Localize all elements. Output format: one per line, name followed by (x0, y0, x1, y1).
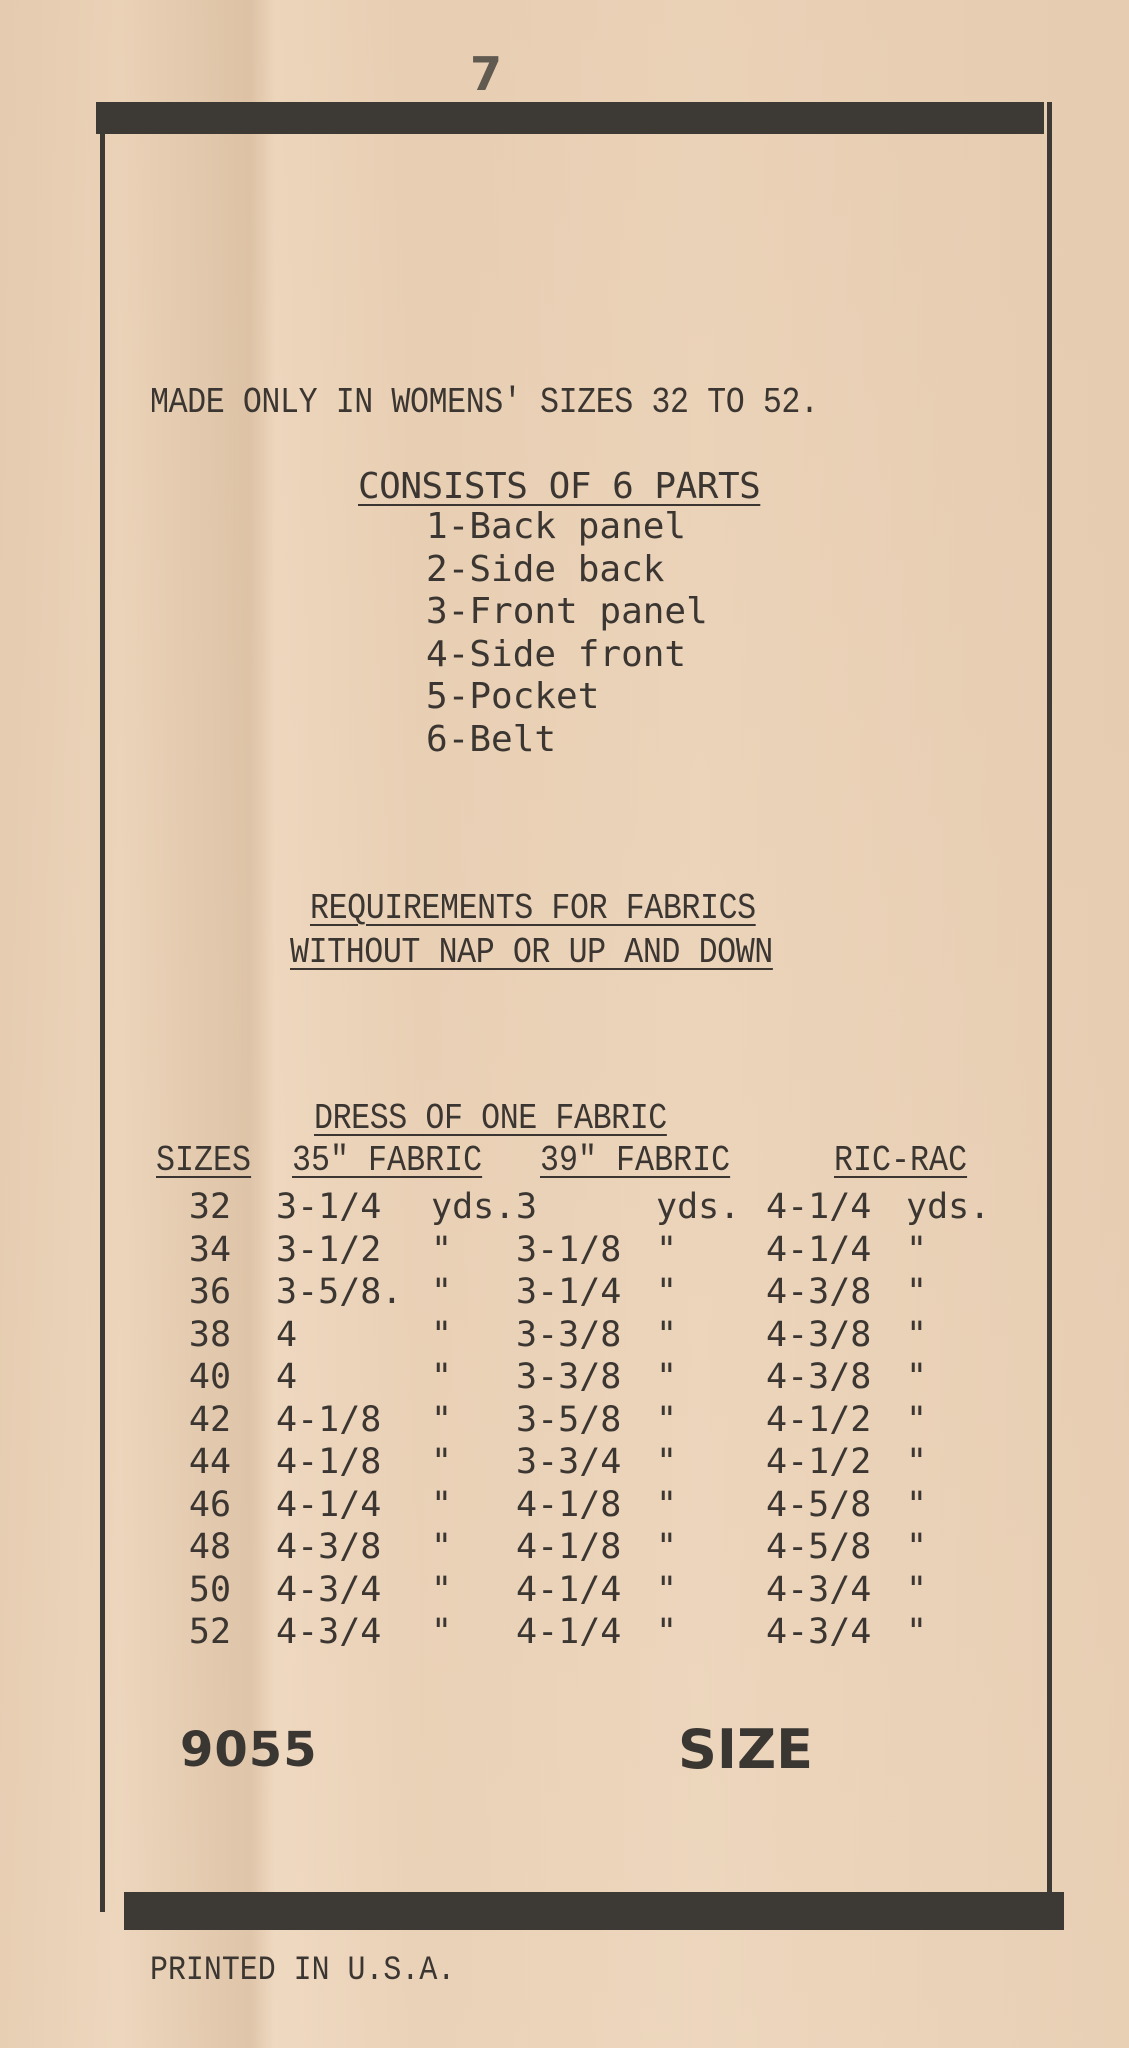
table-row (150, 1526, 990, 1569)
cell-q35: " (431, 1399, 453, 1440)
cell-q39: " (656, 1612, 678, 1652)
cell-f39: 3-3/8 (516, 1357, 622, 1397)
cell-rr: 4-1/4 (766, 1229, 872, 1270)
cell-f39: 4-1/4 (516, 1569, 622, 1610)
cell-size: 34 (188, 1229, 232, 1270)
cell-f35: 4-1/8 (276, 1399, 382, 1440)
cell-f35: 4-1/4 (276, 1484, 382, 1525)
cell-rr: 4-1/2 (766, 1399, 872, 1440)
table-row (150, 1484, 990, 1527)
table-row (150, 1569, 990, 1612)
part-item: 3-Front panel (426, 591, 708, 632)
cell-qrr: " (906, 1399, 928, 1440)
cell-q35: " (431, 1229, 453, 1270)
cell-q39: " (656, 1527, 678, 1567)
cell-q39: " (656, 1357, 678, 1397)
table-row (150, 1399, 990, 1442)
table-row (150, 1356, 990, 1399)
requirements-heading-line2: WITHOUT NAP OR UP AND DOWN (290, 932, 773, 973)
cell-qrr: " (906, 1272, 928, 1312)
parts-heading: CONSISTS OF 6 PARTS (358, 466, 761, 507)
cell-q35: " (431, 1569, 453, 1610)
cell-size: 40 (188, 1357, 232, 1397)
pattern-number: 9055 (180, 1722, 318, 1778)
header-ric-rac: RIC-RAC (834, 1140, 968, 1181)
cell-q35: " (431, 1442, 453, 1482)
cell-q39: " (656, 1484, 678, 1525)
cell-qrr: " (906, 1229, 928, 1270)
cell-q35: " (431, 1484, 453, 1525)
cell-qrr: " (906, 1527, 928, 1567)
corner-mark: 7 (470, 47, 503, 101)
cell-q39: yds. (656, 1187, 741, 1227)
cell-rr: 4-3/4 (766, 1612, 872, 1652)
cell-f35: 3-1/4 (276, 1187, 382, 1227)
cell-qrr: " (906, 1442, 928, 1482)
cell-qrr: " (906, 1314, 928, 1355)
frame-top-bar (96, 102, 1044, 134)
cell-f39: 3-3/8 (516, 1314, 622, 1355)
cell-rr: 4-3/8 (766, 1357, 872, 1397)
cell-q39: " (656, 1314, 678, 1355)
part-item: 2-Side back (426, 548, 665, 590)
cell-qrr: yds. (906, 1187, 991, 1227)
cell-q35: " (431, 1314, 453, 1355)
table-row (150, 1186, 990, 1229)
frame-bottom-bar (124, 1892, 1064, 1930)
requirements-heading-line1: REQUIREMENTS FOR FABRICS (310, 888, 756, 929)
cell-rr: 4-5/8 (766, 1527, 872, 1567)
cell-size: 50 (188, 1569, 232, 1610)
cell-f39: 3-3/4 (516, 1442, 622, 1482)
cell-rr: 4-3/8 (766, 1314, 872, 1355)
cell-size: 42 (188, 1399, 232, 1440)
cell-q39: " (656, 1229, 678, 1270)
size-label: SIZE (678, 1718, 814, 1781)
cell-f39: 4-1/8 (516, 1484, 622, 1525)
cell-size: 38 (188, 1314, 232, 1355)
cell-rr: 4-1/4 (766, 1187, 872, 1227)
cell-size: 36 (188, 1272, 232, 1312)
size-range-note: MADE ONLY IN WOMENS' SIZES 32 TO 52. (150, 382, 819, 423)
cell-f39: 3-5/8 (516, 1399, 622, 1440)
cell-f35: 4-3/4 (276, 1612, 382, 1652)
cell-q39: " (656, 1442, 678, 1482)
header-sizes: SIZES (156, 1140, 252, 1181)
cell-f35: 3-1/2 (276, 1229, 382, 1270)
cell-f39: 3 (516, 1187, 538, 1227)
cell-qrr: " (906, 1612, 928, 1652)
part-item: 5-Pocket (426, 676, 600, 717)
cell-f35: 4 (276, 1357, 298, 1397)
cell-rr: 4-5/8 (766, 1484, 872, 1525)
cell-q35: " (431, 1272, 453, 1312)
cell-qrr: " (906, 1357, 928, 1397)
table-row (150, 1611, 990, 1654)
table-row (150, 1314, 990, 1357)
table-row (150, 1441, 990, 1484)
printed-in-usa: PRINTED IN U.S.A. (150, 1952, 456, 1990)
cell-size: 52 (188, 1612, 232, 1652)
cell-q35: " (431, 1612, 453, 1652)
cell-f39: 4-1/4 (516, 1612, 622, 1652)
cell-size: 44 (188, 1442, 232, 1482)
table-title: DRESS OF ONE FABRIC (314, 1098, 667, 1139)
part-item: 1-Back panel (426, 506, 687, 547)
table-row (150, 1229, 990, 1272)
cell-f35: 4-1/8 (276, 1442, 382, 1482)
cell-q39: " (656, 1399, 678, 1440)
cell-q39: " (656, 1569, 678, 1610)
cell-q35: " (431, 1527, 453, 1567)
fabric-requirements-table (150, 1186, 990, 1654)
cell-qrr: " (906, 1569, 928, 1610)
part-item: 6-Belt (426, 718, 557, 760)
cell-rr: 4-3/4 (766, 1569, 872, 1610)
cell-size: 46 (188, 1484, 232, 1525)
cell-qrr: " (906, 1484, 928, 1525)
cell-f35: 4-3/8 (276, 1527, 382, 1567)
part-item: 4-Side front (426, 633, 687, 675)
cell-q35: " (431, 1357, 453, 1397)
header-39-fabric: 39" FABRIC (540, 1140, 731, 1181)
parts-list (426, 506, 708, 761)
cell-size: 48 (188, 1527, 232, 1567)
cell-size: 32 (188, 1187, 232, 1227)
cell-f39: 3-1/4 (516, 1272, 622, 1312)
header-35-fabric: 35" FABRIC (292, 1140, 483, 1181)
cell-f39: 4-1/8 (516, 1527, 622, 1567)
cell-f35: 3-5/8. (276, 1272, 403, 1312)
cell-rr: 4-3/8 (766, 1272, 872, 1312)
cell-rr: 4-1/2 (766, 1442, 872, 1482)
cell-f35: 4 (276, 1314, 298, 1355)
cell-q35: yds. (431, 1187, 516, 1227)
cell-f35: 4-3/4 (276, 1569, 382, 1610)
table-row (150, 1271, 990, 1314)
cell-f39: 3-1/8 (516, 1229, 622, 1270)
cell-q39: " (656, 1272, 678, 1312)
